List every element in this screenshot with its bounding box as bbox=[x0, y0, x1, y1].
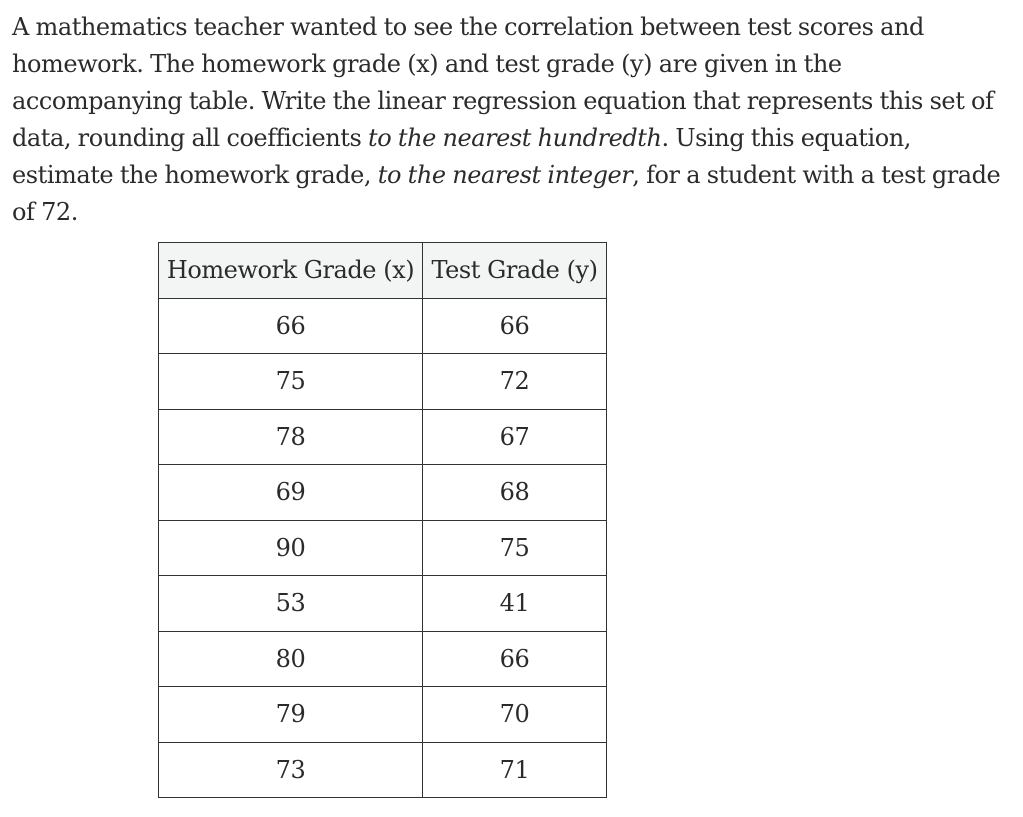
cell-homework-grade: 69 bbox=[159, 465, 423, 521]
cell-test-grade: 71 bbox=[423, 742, 607, 798]
cell-homework-grade: 78 bbox=[159, 409, 423, 465]
table-row bbox=[159, 631, 607, 687]
cell-test-grade: 75 bbox=[423, 520, 607, 576]
cell-test-grade: 66 bbox=[423, 298, 607, 354]
table-row bbox=[159, 742, 607, 798]
cell-test-grade: 41 bbox=[423, 576, 607, 632]
cell-test-grade: 66 bbox=[423, 631, 607, 687]
header-test-grade: Test Grade (y) bbox=[423, 243, 607, 299]
cell-test-grade: 68 bbox=[423, 465, 607, 521]
question-part-3: , for a student with a test grade of 72. bbox=[12, 161, 1001, 226]
table-row bbox=[159, 298, 607, 354]
cell-homework-grade: 90 bbox=[159, 520, 423, 576]
table-row bbox=[159, 354, 607, 410]
cell-test-grade: 67 bbox=[423, 409, 607, 465]
table-row bbox=[159, 409, 607, 465]
cell-homework-grade: 53 bbox=[159, 576, 423, 632]
header-homework-grade: Homework Grade (x) bbox=[159, 243, 423, 299]
cell-homework-grade: 75 bbox=[159, 354, 423, 410]
cell-test-grade: 70 bbox=[423, 687, 607, 743]
question-emphasis-2: to the nearest integer bbox=[377, 161, 633, 189]
table-row bbox=[159, 576, 607, 632]
cell-homework-grade: 79 bbox=[159, 687, 423, 743]
cell-test-grade: 72 bbox=[423, 354, 607, 410]
cell-homework-grade: 73 bbox=[159, 742, 423, 798]
question-part-2: . Using this equation, estimate the homework grade, bbox=[12, 124, 911, 189]
data-table bbox=[158, 242, 607, 798]
question-emphasis-1: to the nearest hundredth bbox=[368, 124, 662, 152]
table-row bbox=[159, 465, 607, 521]
cell-homework-grade: 66 bbox=[159, 298, 423, 354]
question-part-1: A mathematics teacher wanted to see the correlation between test scores and homework. The homework grade (x) and test grade (y) are given in the accompanying table. Write the linear regression equation that represents this set of data, rounding all coefficients bbox=[12, 13, 994, 152]
table-row bbox=[159, 687, 607, 743]
table-row bbox=[159, 520, 607, 576]
cell-homework-grade: 80 bbox=[159, 631, 423, 687]
question-text bbox=[12, 9, 1012, 231]
table-header-row bbox=[159, 243, 607, 299]
